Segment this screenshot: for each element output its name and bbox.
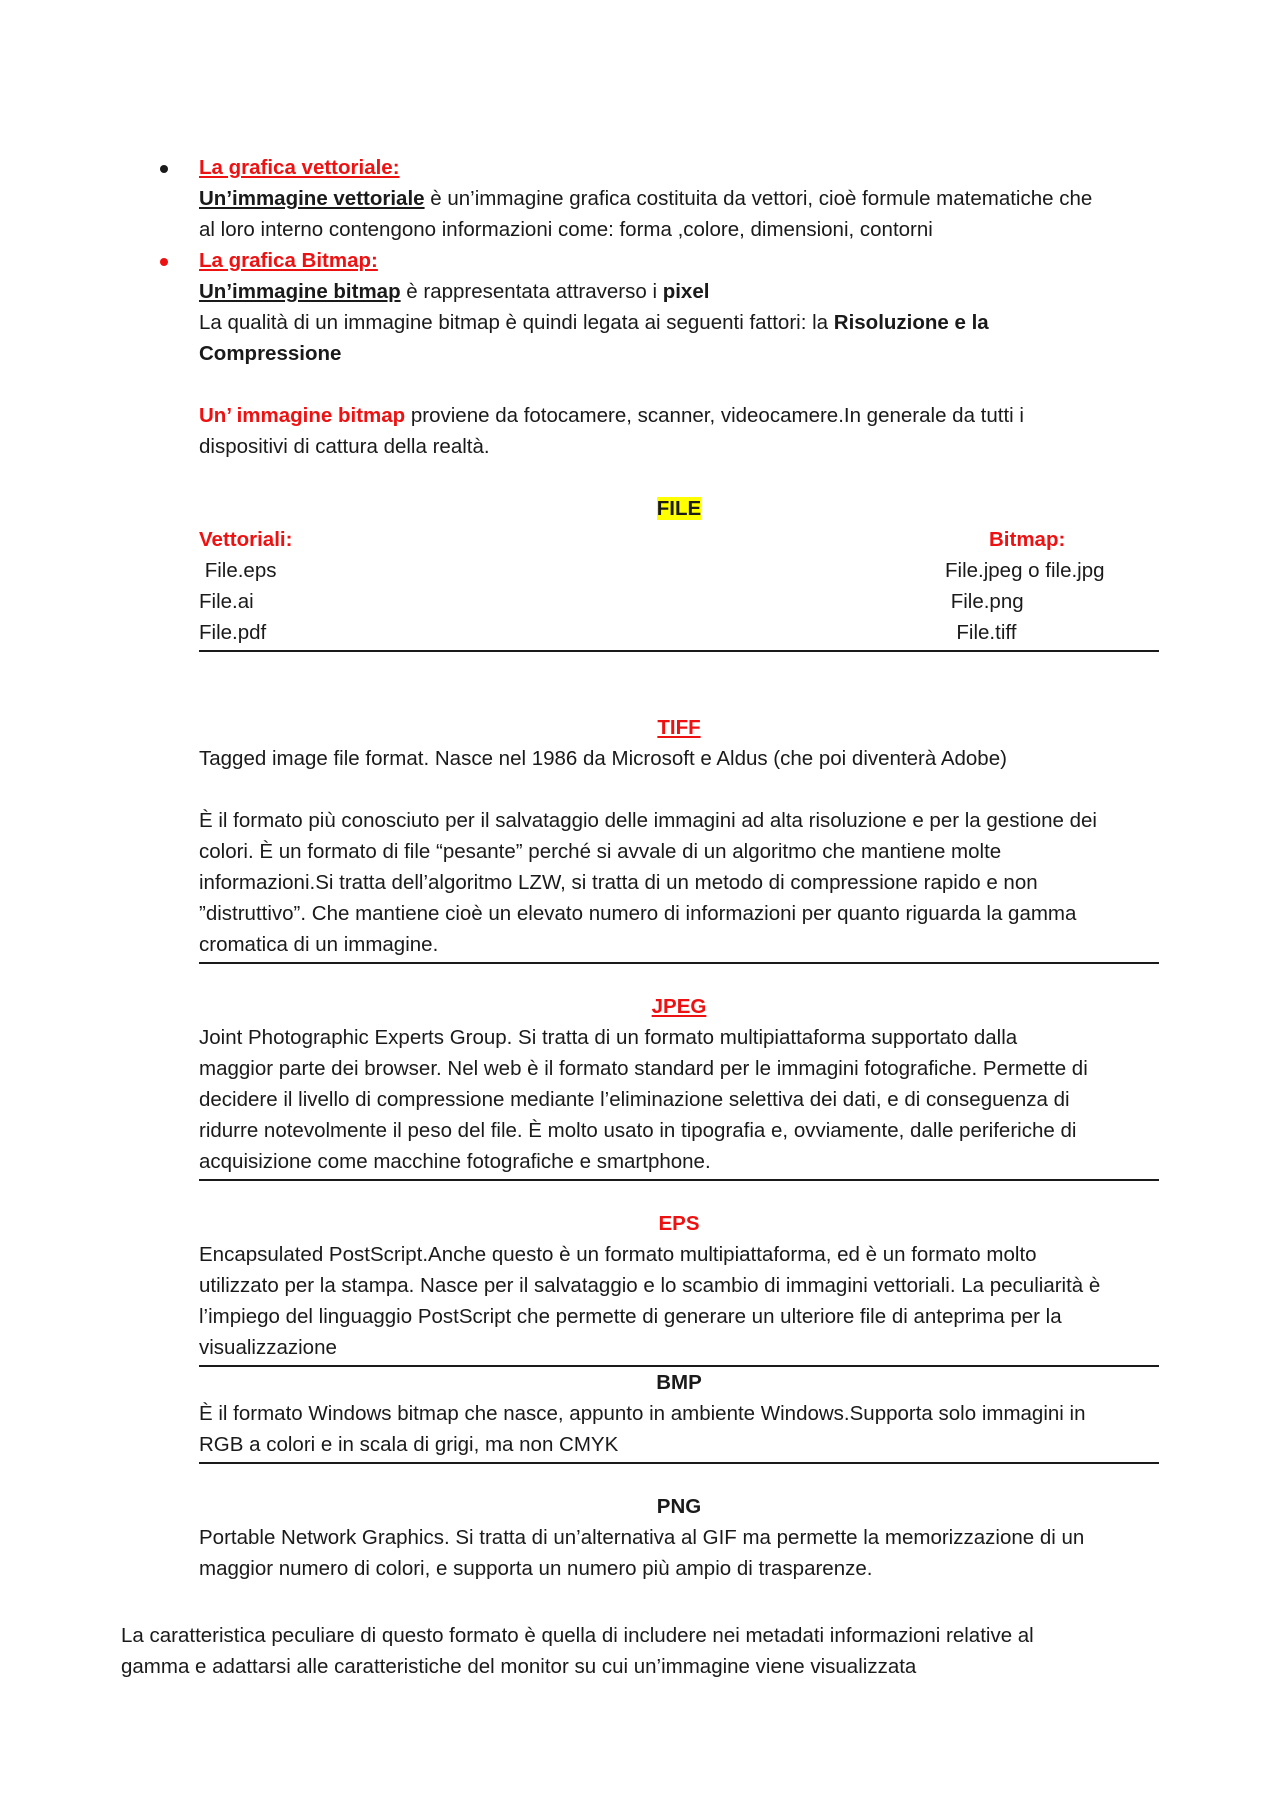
tiff-text-line: ”distruttivo”. Che mantiene cioè un elevato numero di informazioni per quanto riguarda la gamma [199,902,1077,925]
bitmap-source-line2: dispositivi di cattura della realtà. [199,435,490,458]
bullet-dot-icon [160,258,168,266]
tiff-text-line: informazioni.Si tratta dell’algoritmo LZW, si tratta di un metodo di compressione rapido e non [199,871,1038,894]
bitmap-term: Un’immagine bitmap [199,280,401,303]
bitmap-files-column [945,524,1105,648]
jpeg-heading: JPEG [651,995,707,1018]
bitmap-file-item: File.png [945,590,1024,613]
bitmap-definition-text: è rappresentata attraverso i [400,280,663,303]
bullet-bitmap-title-row [199,245,1159,276]
bmp-heading: BMP [656,1371,702,1394]
eps-text-line: visualizzazione [199,1336,337,1359]
vector-file-item: File.eps [199,559,277,582]
vector-graphics-title: La grafica vettoriale: [199,156,400,179]
footer-text-line: La caratteristica peculiare di questo formato è quella di includere nei metadati informazioni relative al [121,1624,1034,1647]
bullet-vector-title-row [199,152,1159,183]
jpeg-text-line: acquisizione come macchine fotografiche e smartphone. [199,1150,711,1173]
bitmap-quality-text: La qualità di un immagine bitmap è quindi legata ai seguenti fattori: la [199,311,834,334]
tiff-intro: Tagged image file format. Nasce nel 1986 da Microsoft e Aldus (che poi diventerà Adobe) [199,747,1007,770]
vector-files-column [199,524,292,648]
vector-file-item: File.ai [199,590,254,613]
jpeg-text-line: decidere il livello di compressione mediante l’eliminazione selettiva dei dati, e di conseguenza di [199,1088,1070,1111]
tiff-text-line: cromatica di un immagine. [199,933,439,956]
document-body [199,152,1159,1584]
bitmap-file-item: File.tiff [945,621,1017,644]
jpeg-text-line: maggior parte dei browser. Nel web è il formato standard per le immagini fotografiche. Permette di [199,1057,1088,1080]
eps-heading-row [199,1208,1159,1239]
bitmap-source-line1 [199,400,1159,431]
file-heading-row [199,493,1159,524]
tiff-heading-row [199,712,1159,743]
bitmap-source-term: Un’ immagine bitmap [199,404,406,427]
eps-text-line: l’impiego del linguaggio PostScript che permette di generare un ulteriore file di anteprima per la [199,1305,1062,1328]
eps-heading: EPS [658,1212,700,1235]
bitmap-graphics-title: La grafica Bitmap: [199,249,378,272]
jpeg-text-line: Joint Photographic Experts Group. Si tratta di un formato multipiattaforma supportato dalla [199,1026,1018,1049]
png-footer-paragraph [121,1620,1181,1682]
file-heading: FILE [656,497,702,520]
bitmap-definition-line [199,276,1159,307]
tiff-text-line: È il formato più conosciuto per il salvataggio delle immagini ad alta risoluzione e per la gestione dei [199,809,1097,832]
png-text-line: maggior numero di colori, e supporta un numero più ampio di trasparenze. [199,1557,873,1580]
png-heading-row [199,1491,1159,1522]
eps-text-line: utilizzato per la stampa. Nasce per il salvataggio e lo scambio di immagini vettoriali. La peculiarità è [199,1274,1101,1297]
jpeg-text-line: ridurre notevolmente il peso del file. È molto usato in tipografia e, ovviamente, dalle periferiche di [199,1119,1077,1142]
bmp-text-line: È il formato Windows bitmap che nasce, appunto in ambiente Windows.Supporta solo immagini in [199,1402,1086,1425]
vector-files-title: Vettoriali: [199,528,293,551]
vector-definition-line1 [199,183,1159,214]
vector-definition-text: è un’immagine grafica costituita da vettori, cioè formule matematiche che [424,187,1093,210]
bitmap-file-item: File.jpeg o file.jpg [945,559,1105,582]
pixel-term: pixel [662,280,710,303]
vector-file-item: File.pdf [199,621,267,644]
bitmap-source-text: proviene da fotocamere, scanner, videocamere.In generale da tutti i [405,404,1024,427]
png-heading: PNG [656,1495,702,1518]
tiff-heading: TIFF [657,716,701,739]
footer-text-line: gamma e adattarsi alle caratteristiche del monitor su cui un’immagine viene visualizzata [121,1655,917,1678]
bitmap-quality-line1 [199,307,1159,338]
vector-definition-line2: al loro interno contengono informazioni come: forma ,colore, dimensioni, contorni [199,218,933,241]
tiff-text-line: colori. È un formato di file “pesante” perché si avvale di un algoritmo che mantiene molte [199,840,1002,863]
bitmap-files-title: Bitmap: [989,528,1066,551]
compression-term: Compressione [199,342,342,365]
vector-term: Un’immagine vettoriale [199,187,425,210]
resolution-term: Risoluzione e la [833,311,989,334]
bmp-heading-row [199,1367,1159,1398]
jpeg-heading-row [199,991,1159,1022]
bmp-text-line: RGB a colori e in scala di grigi, ma non CMYK [199,1433,619,1456]
eps-text-line: Encapsulated PostScript.Anche questo è un formato multipiattaforma, ed è un formato molto [199,1243,1037,1266]
png-text-line: Portable Network Graphics. Si tratta di un’alternativa al GIF ma permette la memorizzazione di un [199,1526,1085,1549]
file-types-table [199,524,1159,648]
bullet-dot-icon [160,165,168,173]
